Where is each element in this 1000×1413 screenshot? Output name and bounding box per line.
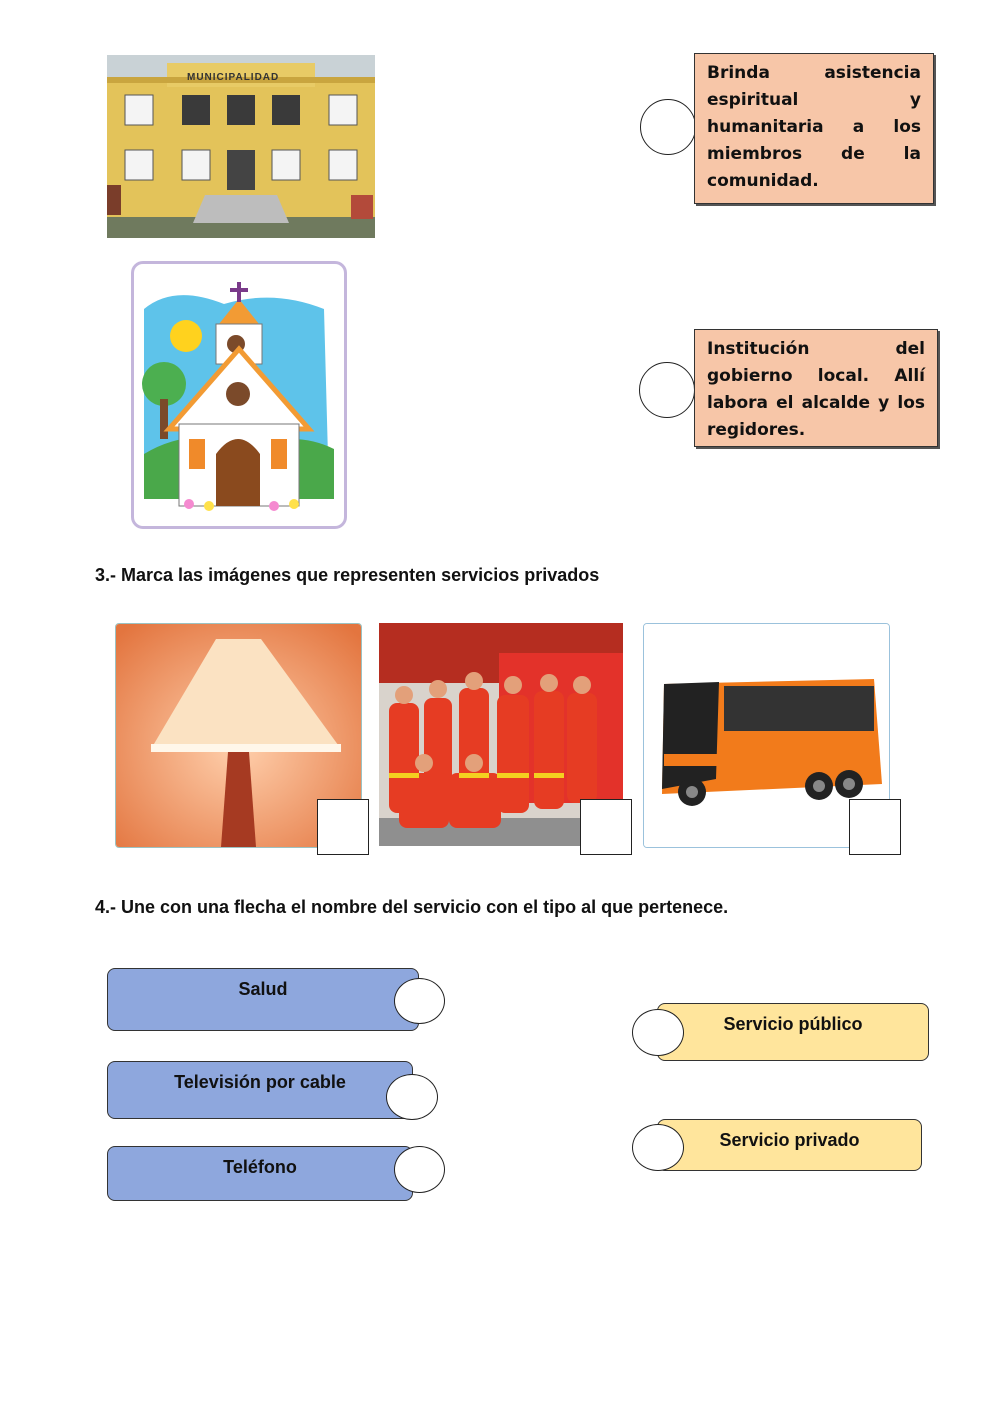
service-salud (107, 968, 419, 1031)
service-circle-telefono[interactable] (394, 1146, 445, 1193)
description-box-2 (694, 329, 938, 447)
municipality-photo (107, 55, 375, 238)
service-telefono (107, 1146, 413, 1201)
checkbox-bus[interactable] (849, 799, 901, 855)
checkbox-lamp[interactable] (317, 799, 369, 855)
type-label-privado: Servicio privado (719, 1130, 860, 1150)
type-publico (657, 1003, 929, 1061)
description-box-1 (694, 53, 934, 204)
match-circle-2[interactable] (639, 362, 695, 418)
church-illustration (131, 261, 347, 529)
section-3-heading: 3.- Marca las imágenes que representen servicios privados (95, 565, 600, 585)
service-label-telefono: Teléfono (223, 1157, 297, 1177)
section-4-heading: 4.- Une con una flecha el nombre del servicio con el tipo al que pertenece. (95, 897, 729, 917)
service-label-television: Televisión por cable (174, 1072, 346, 1092)
service-circle-salud[interactable] (394, 978, 445, 1024)
match-circle-1[interactable] (640, 99, 696, 155)
type-label-publico: Servicio público (723, 1014, 863, 1034)
checkbox-firefighters[interactable] (580, 799, 632, 855)
type-circle-privado[interactable] (632, 1124, 684, 1171)
service-circle-television[interactable] (386, 1074, 438, 1120)
type-privado (657, 1119, 922, 1171)
type-circle-publico[interactable] (632, 1009, 684, 1056)
service-label-salud: Salud (238, 979, 288, 999)
description-text-1: Brinda asistencia espiritual y humanitaria a los miembros de la comunidad. (707, 63, 921, 191)
service-television (107, 1061, 413, 1119)
municipality-sign: MUNICIPALIDAD (187, 72, 280, 83)
description-text-2: Institución del gobierno local. Allí labora el alcalde y los regidores. (707, 339, 925, 440)
